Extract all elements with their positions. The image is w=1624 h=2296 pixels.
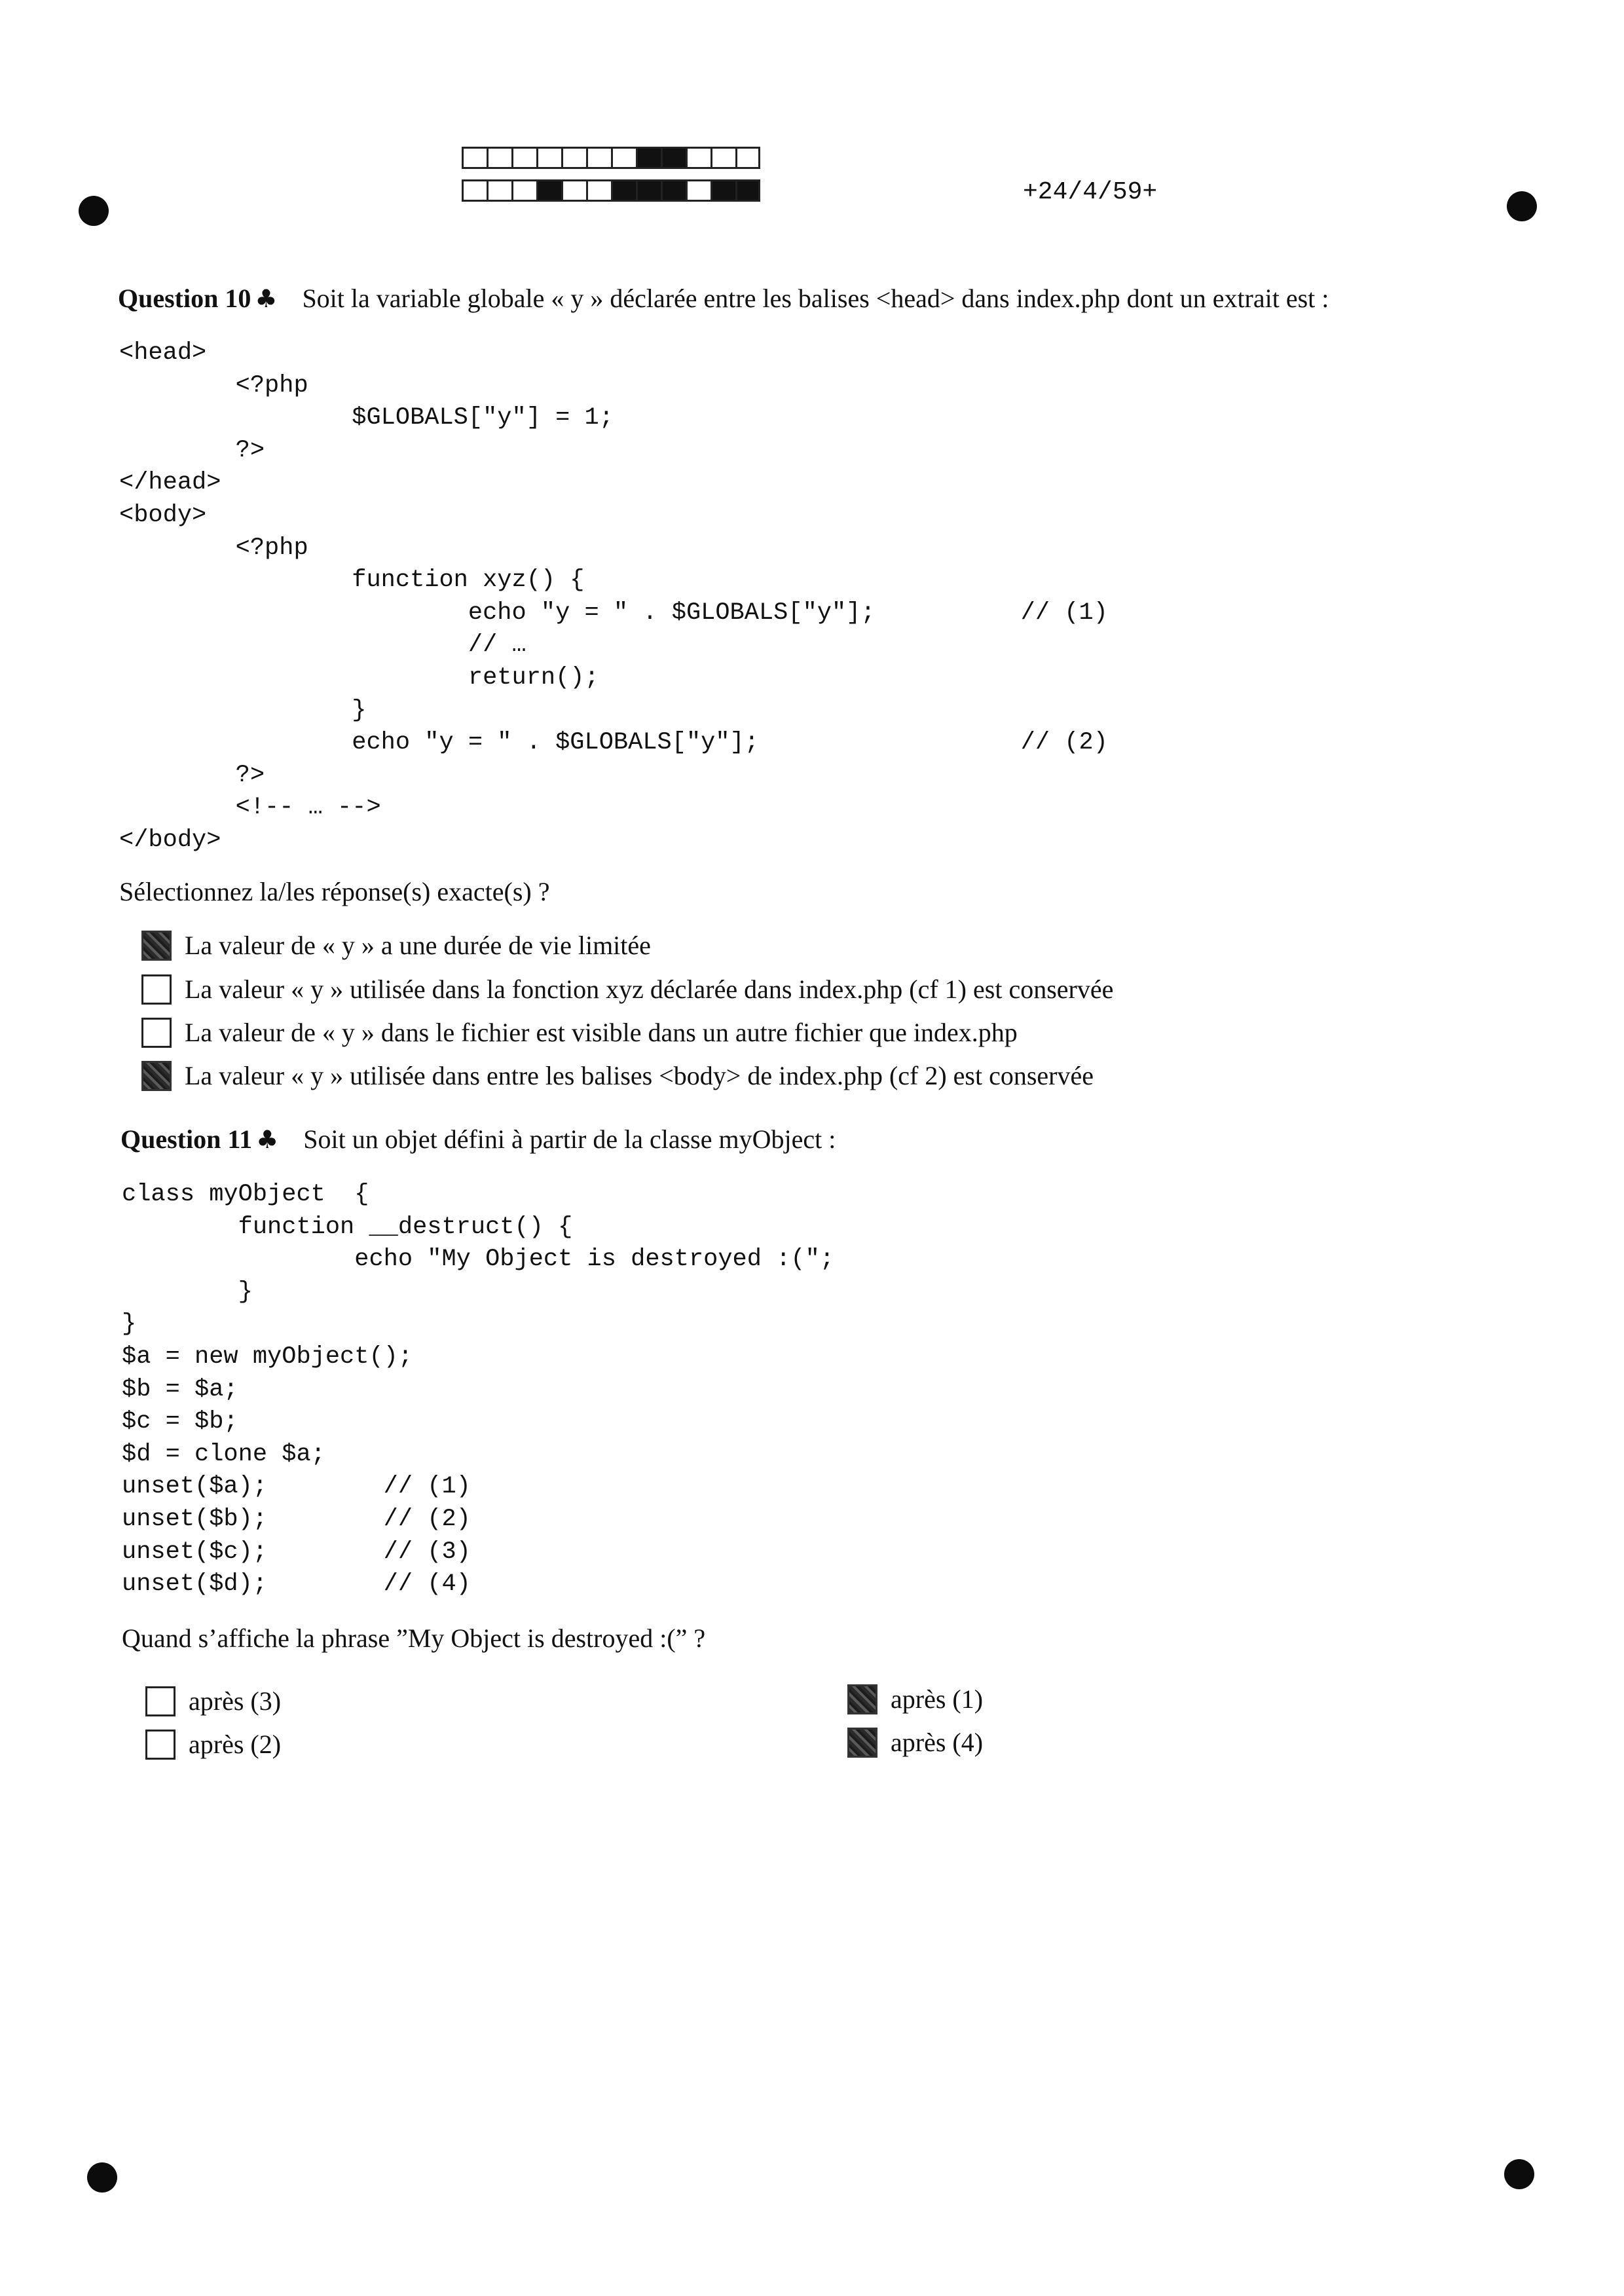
registration-mark-bottom-right	[1504, 2159, 1534, 2189]
q11-choice-3[interactable]	[847, 1684, 983, 1714]
question-10-prompt: Sélectionnez la/les réponse(s) exacte(s) ?	[119, 877, 550, 906]
q11-checkbox-1[interactable]	[145, 1686, 175, 1716]
q10-checkbox-3[interactable]	[141, 1018, 172, 1048]
question-11-prompt: Quand s’affiche la phrase ”My Object is destroyed :(” ?	[122, 1623, 706, 1653]
id-cell	[536, 179, 561, 202]
question-10-text: Soit la variable globale « y » déclarée entre les balises <head> dans index.php dont un extrait est :	[302, 284, 1329, 313]
id-cell	[536, 147, 561, 169]
question-10-code: <head> <?php $GLOBALS["y"] = 1; ?> </head> <body> <?php function xyz() { echo "y = " . $GLOBALS["y"]; // (1) // … return(); } echo "y = " . $GLOBALS["y"]; // (2) ?> <!-- … --> </body>	[119, 339, 1108, 854]
id-cell	[586, 147, 611, 169]
q11-choice-2[interactable]	[145, 1729, 281, 1760]
id-cell	[686, 147, 710, 169]
id-cell	[511, 179, 536, 202]
q11-checkbox-2[interactable]	[145, 1730, 175, 1760]
id-cell	[487, 147, 511, 169]
id-cell	[462, 179, 487, 202]
id-cell	[661, 147, 686, 169]
id-cell	[462, 147, 487, 169]
q11-checkbox-3[interactable]	[847, 1684, 877, 1714]
registration-mark-bottom-left	[87, 2162, 117, 2193]
q10-choice-2[interactable]	[141, 974, 1113, 1005]
q11-choice-1-label: après (3)	[189, 1686, 282, 1716]
id-cell	[661, 179, 686, 202]
q10-choice-1-label: La valeur de « y » a une durée de vie limitée	[185, 931, 651, 960]
id-cell	[611, 147, 636, 169]
q10-choice-3-label: La valeur de « y » dans le fichier est visible dans un autre fichier que index.php	[185, 1018, 1018, 1047]
id-cell	[710, 179, 735, 202]
id-cell	[487, 179, 511, 202]
question-11-text: Soit un objet défini à partir de la classe myObject :	[303, 1124, 836, 1154]
club-icon: ♣	[255, 284, 278, 313]
q10-checkbox-2[interactable]	[141, 974, 172, 1005]
q11-choice-2-label: après (2)	[189, 1730, 282, 1759]
id-cell	[710, 147, 735, 169]
question-11-number: Question 11	[120, 1124, 253, 1154]
q11-choice-4[interactable]	[847, 1727, 983, 1758]
id-code-row-top	[462, 147, 760, 169]
q10-choice-1[interactable]	[141, 930, 651, 961]
id-code-row-bottom	[462, 179, 760, 202]
registration-mark-top-right	[1507, 191, 1537, 221]
q10-choice-4[interactable]	[141, 1060, 1094, 1091]
q10-choice-3[interactable]	[141, 1017, 1018, 1048]
q11-checkbox-4[interactable]	[847, 1728, 877, 1758]
q10-checkbox-4[interactable]	[141, 1061, 172, 1091]
q10-choice-4-label: La valeur « y » utilisée dans entre les balises <body> de index.php (cf 2) est conservée	[185, 1061, 1094, 1090]
q10-choice-2-label: La valeur « y » utilisée dans la fonction xyz déclarée dans index.php (cf 1) est conservée	[185, 974, 1114, 1004]
q10-checkbox-1[interactable]	[141, 931, 172, 961]
id-cell	[735, 179, 760, 202]
id-cell	[561, 179, 586, 202]
id-cell	[636, 179, 661, 202]
q11-choice-3-label: après (1)	[891, 1684, 984, 1714]
question-11-header	[120, 1124, 836, 1155]
registration-mark-top-left	[79, 196, 109, 226]
id-cell	[586, 179, 611, 202]
id-cell	[511, 147, 536, 169]
q11-choice-1[interactable]	[145, 1686, 281, 1716]
question-10-header	[118, 283, 1329, 314]
id-cell	[561, 147, 586, 169]
id-cell	[636, 147, 661, 169]
question-11-code: class myObject { function __destruct() { echo "My Object is destroyed :("; } } $a = new myObject(); $b = $a; $c = $b; $d = clone $a; unset($a); // (1) unset($b); // (2) unset($c); // (3) unset($d); // (4)	[122, 1181, 834, 1599]
id-cell	[735, 147, 760, 169]
id-cell	[611, 179, 636, 202]
club-icon: ♣	[256, 1125, 279, 1154]
q11-choice-4-label: après (4)	[891, 1728, 984, 1757]
question-10-number: Question 10	[118, 284, 251, 313]
exam-id: +24/4/59+	[1023, 178, 1158, 206]
id-cell	[686, 179, 710, 202]
